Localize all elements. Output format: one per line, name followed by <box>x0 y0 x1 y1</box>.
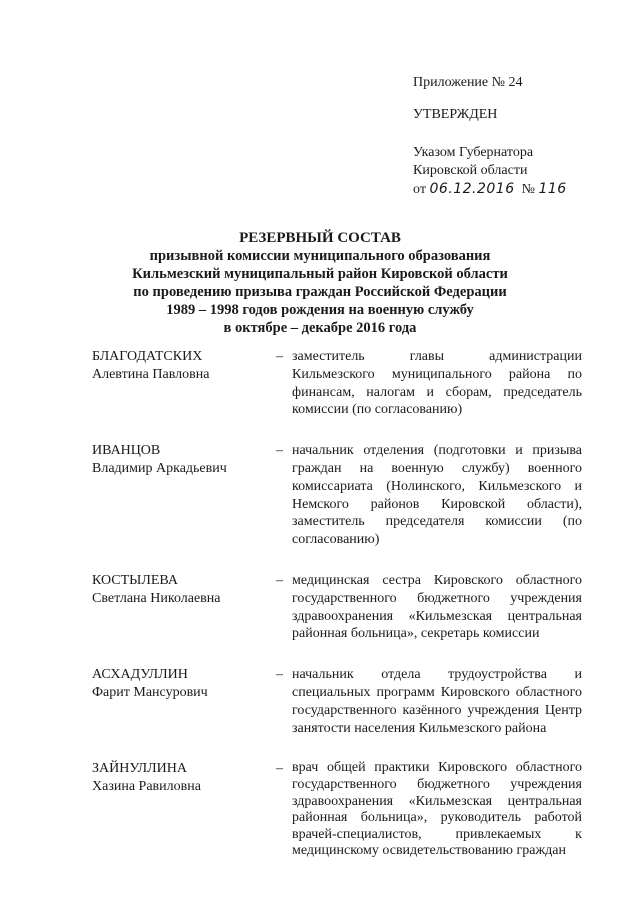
approval-block <box>413 74 623 199</box>
member-surname: БЛАГОДАТСКИХ <box>92 349 203 364</box>
member-dash: – <box>276 667 283 683</box>
member-position: врач общей практики Кировского областного государственного бюджетного учреждения здравоохранения «Кильмезская центральная районная больница», руководитель работой врачей-специалистов, привлекаемых к медицинскому освидетельствованию граждан <box>292 760 582 859</box>
member-name <box>92 348 272 384</box>
member-position: медицинская сестра Кировского областного государственного бюджетного учреждения здравоохранения «Кильмезская центральная районная больница», секретарь комиссии <box>292 572 582 642</box>
member-item <box>92 572 582 643</box>
date-prefix: от <box>413 182 426 197</box>
member-item <box>92 666 582 737</box>
member-dash: – <box>276 572 283 588</box>
member-given-name: Фарит Мансурович <box>92 684 208 700</box>
appendix-label: Приложение № 24 <box>413 75 523 90</box>
number-prefix: № <box>521 182 535 197</box>
member-given-name: Алевтина Павловна <box>92 366 210 382</box>
title-line-5: в октябре – декабре 2016 года <box>223 320 417 336</box>
member-item <box>92 348 582 419</box>
title-line-3: по проведению призыва граждан Российской Федерации <box>133 284 507 300</box>
decree-line-2: Кировской области <box>413 163 528 178</box>
title-line-1: призывной комиссии муниципального образования <box>149 248 491 264</box>
member-surname: АСХАДУЛЛИН <box>92 667 188 683</box>
member-given-name: Светлана Николаевна <box>92 590 221 606</box>
approved-label: УТВЕРЖДЕН <box>413 107 498 122</box>
member-name <box>92 442 272 478</box>
member-position: начальник отдела трудоустройства и специальных программ Кировского областного государственного казённого учреждения Центр занятости населения Кильмезского района <box>292 667 582 736</box>
member-position: начальник отделения (подготовки и призыва граждан на военную службу) военного комиссариата (Нолинского, Кильмезского и Немского районов Кировской области), заместитель председателя комиссии (по согласованию) <box>292 443 582 548</box>
member-given-name: Владимир Аркадьевич <box>92 460 227 476</box>
decree-line-1: Указом Губернатора <box>413 145 534 160</box>
member-given-name: Хазина Равиловна <box>92 779 201 795</box>
member-name <box>92 666 272 702</box>
member-item <box>92 442 582 549</box>
member-dash: – <box>276 761 283 777</box>
handwritten-date: 06.12.2016 <box>429 181 515 197</box>
document-title <box>60 229 580 337</box>
member-dash: – <box>276 443 283 459</box>
member-surname: ИВАНЦОВ <box>92 443 161 459</box>
title-line-2: Кильмезский муниципальный район Кировской области <box>132 266 508 282</box>
member-surname: КОСТЫЛЕВА <box>92 572 178 588</box>
title-main: РЕЗЕРВНЫЙ СОСТАВ <box>239 230 401 246</box>
decree-date-line <box>413 180 623 199</box>
member-item <box>92 760 582 860</box>
member-list <box>92 348 582 883</box>
member-name <box>92 572 272 608</box>
member-name <box>92 760 272 796</box>
handwritten-number: 116 <box>538 181 567 197</box>
member-position: заместитель главы администрации Кильмезского муниципального района по финансам, налогам и сборам, председатель комиссии (по согласованию) <box>292 349 582 418</box>
title-line-4: 1989 – 1998 годов рождения на военную службу <box>166 302 474 318</box>
member-surname: ЗАЙНУЛЛИНА <box>92 761 187 777</box>
member-dash: – <box>276 349 283 364</box>
